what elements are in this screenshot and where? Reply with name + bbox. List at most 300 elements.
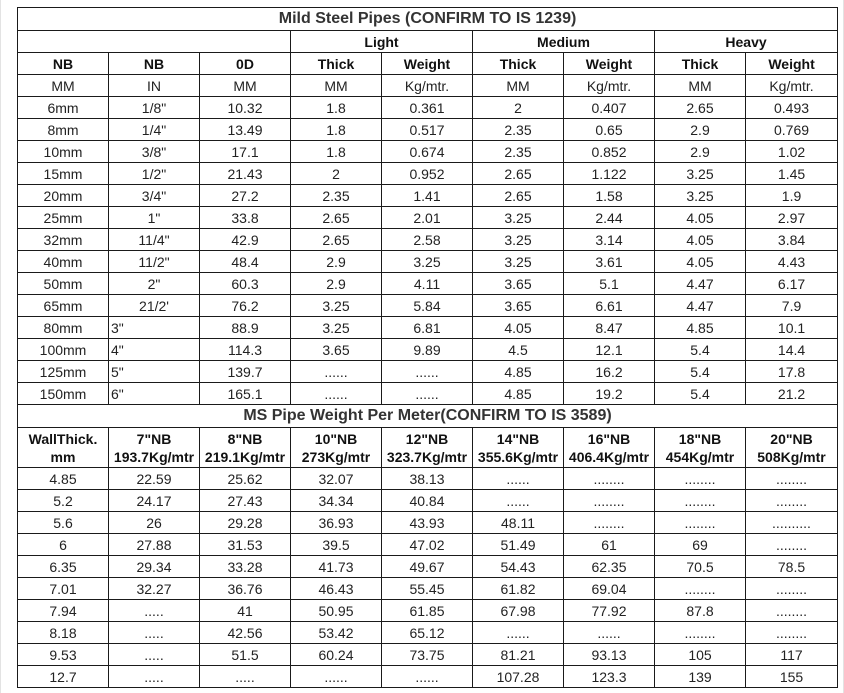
data-cell[interactable]: 0.517 [382, 119, 473, 141]
data-cell[interactable]: ........ [746, 490, 838, 512]
data-cell[interactable]: 11/4" [109, 229, 200, 251]
data-cell[interactable]: 107.28 [473, 666, 564, 688]
data-cell[interactable]: ........ [564, 490, 655, 512]
data-cell[interactable]: 43.93 [382, 512, 473, 534]
data-cell[interactable]: 1.45 [746, 163, 838, 185]
data-cell[interactable]: 1/8" [109, 97, 200, 119]
data-cell[interactable]: 25mm [18, 207, 109, 229]
data-cell[interactable]: ..... [200, 666, 291, 688]
data-cell[interactable]: 5" [109, 361, 200, 383]
table-row [18, 468, 838, 490]
data-cell[interactable]: 4.11 [382, 273, 473, 295]
data-cell[interactable]: ..... [109, 644, 200, 666]
data-cell[interactable]: 3.65 [473, 273, 564, 295]
data-cell[interactable]: 3.25 [291, 295, 382, 317]
data-cell[interactable]: 139.7 [200, 361, 291, 383]
data-cell[interactable]: 2.65 [291, 229, 382, 251]
data-cell[interactable]: 2.9 [655, 119, 746, 141]
data-cell[interactable]: 2.58 [382, 229, 473, 251]
header-line: 20"NB [770, 430, 813, 447]
table-row [18, 141, 838, 163]
data-cell[interactable]: 0.952 [382, 163, 473, 185]
data-cell[interactable]: ........ [655, 622, 746, 644]
data-cell[interactable]: 12.1 [564, 339, 655, 361]
header-line: 7"NB [136, 430, 172, 447]
table-row [18, 119, 838, 141]
data-cell[interactable]: 139 [655, 666, 746, 688]
data-cell[interactable]: 3.84 [746, 229, 838, 251]
data-cell[interactable]: 1.122 [564, 163, 655, 185]
data-cell[interactable]: 5.6 [18, 512, 109, 534]
data-cell[interactable]: 1" [109, 207, 200, 229]
data-cell[interactable]: 53.42 [291, 622, 382, 644]
data-cell[interactable]: 0.361 [382, 97, 473, 119]
column-header[interactable]: NB [18, 53, 109, 75]
data-cell[interactable]: 61.82 [473, 578, 564, 600]
data-cell[interactable]: 32.07 [291, 468, 382, 490]
data-cell[interactable]: ...... [473, 490, 564, 512]
data-cell[interactable]: 27.43 [200, 490, 291, 512]
data-cell[interactable]: 22.59 [109, 468, 200, 490]
header-line: 14"NB [496, 430, 540, 447]
unit-cell[interactable]: IN [109, 75, 200, 97]
data-cell[interactable]: 42.56 [200, 622, 291, 644]
data-cell[interactable]: 4.05 [473, 317, 564, 339]
data-cell[interactable]: 60.3 [200, 273, 291, 295]
data-cell[interactable]: ........ [655, 512, 746, 534]
data-cell[interactable]: 14.4 [746, 339, 838, 361]
data-cell[interactable]: 2 [291, 163, 382, 185]
table-row [18, 578, 838, 600]
table-row [18, 644, 838, 666]
header-unit-line: 406.4Kg/mtr [568, 448, 650, 465]
data-cell[interactable]: 9.53 [18, 644, 109, 666]
data-cell[interactable]: ........ [564, 512, 655, 534]
table-title-row [18, 405, 838, 428]
unit-cell[interactable]: Kg/mtr. [564, 75, 655, 97]
data-cell[interactable]: 41.73 [291, 556, 382, 578]
column-header[interactable]: NB [109, 53, 200, 75]
data-cell[interactable]: 150mm [18, 383, 109, 405]
unit-cell[interactable]: MM [200, 75, 291, 97]
data-cell[interactable]: 87.8 [655, 600, 746, 622]
data-cell[interactable]: 49.67 [382, 556, 473, 578]
header-unit-line: 323.7Kg/mtr [386, 448, 468, 465]
data-cell[interactable]: ...... [382, 383, 473, 405]
table-title[interactable]: MS Pipe Weight Per Meter(CONFIRM TO IS 3589) [18, 405, 838, 428]
group-header-light[interactable]: Light [291, 31, 473, 53]
data-cell[interactable]: 1/4" [109, 119, 200, 141]
mild-steel-pipes-table [17, 7, 838, 405]
unit-cell[interactable]: Kg/mtr. [382, 75, 473, 97]
header-unit-line: mm [50, 448, 76, 465]
data-cell[interactable]: 1/2" [109, 163, 200, 185]
data-cell[interactable]: 2.65 [291, 207, 382, 229]
data-cell[interactable]: 38.13 [382, 468, 473, 490]
data-cell[interactable]: ........ [564, 468, 655, 490]
data-cell[interactable]: 31.53 [200, 534, 291, 556]
data-cell[interactable]: 3.25 [291, 317, 382, 339]
data-cell[interactable]: 3" [109, 317, 200, 339]
data-cell[interactable]: 10.32 [200, 97, 291, 119]
column-header[interactable]: Thick [655, 53, 746, 75]
column-header[interactable] [200, 428, 291, 468]
column-header[interactable] [655, 428, 746, 468]
data-cell[interactable]: 29.28 [200, 512, 291, 534]
header-unit-line: 273Kg/mtr [301, 448, 371, 465]
data-cell[interactable]: 40.84 [382, 490, 473, 512]
data-cell[interactable]: 2" [109, 273, 200, 295]
data-cell[interactable]: 6.35 [18, 556, 109, 578]
data-cell[interactable]: 15mm [18, 163, 109, 185]
group-header-row [18, 31, 838, 53]
data-cell[interactable]: 7.9 [746, 295, 838, 317]
data-cell[interactable]: 4.05 [655, 229, 746, 251]
data-cell[interactable]: 9.89 [382, 339, 473, 361]
data-cell[interactable]: 117 [746, 644, 838, 666]
data-cell[interactable]: 6.61 [564, 295, 655, 317]
unit-cell[interactable]: MM [18, 75, 109, 97]
table-row [18, 339, 838, 361]
data-cell[interactable]: 3.25 [473, 207, 564, 229]
data-cell[interactable]: 54.43 [473, 556, 564, 578]
data-cell[interactable]: 32.27 [109, 578, 200, 600]
data-cell[interactable]: 36.76 [200, 578, 291, 600]
data-cell[interactable]: 0.852 [564, 141, 655, 163]
header-unit-line: 219.1Kg/mtr [204, 448, 286, 465]
data-cell[interactable]: 10.1 [746, 317, 838, 339]
data-cell[interactable]: 4" [109, 339, 200, 361]
data-cell[interactable]: ..... [109, 666, 200, 688]
data-cell[interactable]: 1.02 [746, 141, 838, 163]
data-cell[interactable]: 2.9 [291, 273, 382, 295]
ms-pipe-weight-table [17, 404, 838, 688]
column-header[interactable]: Weight [564, 53, 655, 75]
data-cell[interactable]: 3/8" [109, 141, 200, 163]
unit-cell[interactable]: Kg/mtr. [746, 75, 838, 97]
unit-cell[interactable]: MM [291, 75, 382, 97]
data-cell[interactable]: 3.25 [382, 251, 473, 273]
data-cell[interactable]: 39.5 [291, 534, 382, 556]
table-row [18, 295, 838, 317]
data-cell[interactable]: 2.65 [655, 97, 746, 119]
table-row [18, 534, 838, 556]
column-header-row [18, 53, 838, 75]
data-cell[interactable]: 7.01 [18, 578, 109, 600]
data-cell[interactable]: 62.35 [564, 556, 655, 578]
data-cell[interactable]: 0.769 [746, 119, 838, 141]
data-cell[interactable]: 67.98 [473, 600, 564, 622]
data-cell[interactable]: 8mm [18, 119, 109, 141]
data-cell[interactable]: 4.47 [655, 295, 746, 317]
data-cell[interactable]: 3.65 [291, 339, 382, 361]
data-cell[interactable]: 50.95 [291, 600, 382, 622]
data-cell[interactable]: 4.5 [473, 339, 564, 361]
data-cell[interactable]: 125mm [18, 361, 109, 383]
table-title[interactable]: Mild Steel Pipes (CONFIRM TO IS 1239) [18, 8, 838, 31]
data-cell[interactable]: 88.9 [200, 317, 291, 339]
data-cell[interactable]: 77.92 [564, 600, 655, 622]
data-cell[interactable]: 25.62 [200, 468, 291, 490]
data-cell[interactable]: 5.4 [655, 339, 746, 361]
data-cell[interactable]: 73.75 [382, 644, 473, 666]
unit-row [18, 75, 838, 97]
data-cell[interactable]: 3.25 [473, 251, 564, 273]
data-cell[interactable]: 47.02 [382, 534, 473, 556]
data-cell[interactable]: 2.35 [473, 119, 564, 141]
data-cell[interactable]: 4.85 [473, 361, 564, 383]
table-row [18, 383, 838, 405]
column-header[interactable] [746, 428, 838, 468]
data-cell[interactable]: 8.18 [18, 622, 109, 644]
data-cell[interactable]: 1.8 [291, 141, 382, 163]
blank-cell[interactable] [18, 31, 291, 53]
data-cell[interactable]: 2 [473, 97, 564, 119]
data-cell[interactable]: 46.43 [291, 578, 382, 600]
header-line: 16"NB [587, 430, 631, 447]
data-cell[interactable]: 48.11 [473, 512, 564, 534]
data-cell[interactable]: ...... [564, 622, 655, 644]
data-cell[interactable]: 36.93 [291, 512, 382, 534]
data-cell[interactable]: 155 [746, 666, 838, 688]
data-cell[interactable]: ..... [109, 622, 200, 644]
table-row [18, 317, 838, 339]
data-cell[interactable]: ...... [382, 666, 473, 688]
data-cell[interactable]: 1.9 [746, 185, 838, 207]
table-row [18, 361, 838, 383]
data-cell[interactable]: 2.01 [382, 207, 473, 229]
data-cell[interactable]: 5.84 [382, 295, 473, 317]
header-line: 18"NB [678, 430, 722, 447]
data-cell[interactable]: 69 [655, 534, 746, 556]
data-cell[interactable]: ........ [655, 578, 746, 600]
data-cell[interactable]: 0.65 [564, 119, 655, 141]
data-cell[interactable]: ...... [473, 468, 564, 490]
data-cell[interactable]: 27.88 [109, 534, 200, 556]
data-cell[interactable]: 4.05 [655, 207, 746, 229]
data-cell[interactable]: ...... [291, 666, 382, 688]
data-cell[interactable]: 69.04 [564, 578, 655, 600]
group-header-medium[interactable]: Medium [473, 31, 655, 53]
column-header[interactable] [291, 428, 382, 468]
data-cell[interactable]: ...... [291, 383, 382, 405]
data-cell[interactable]: 20mm [18, 185, 109, 207]
data-cell[interactable]: 81.21 [473, 644, 564, 666]
data-cell[interactable]: 100mm [18, 339, 109, 361]
data-cell[interactable]: 17.1 [200, 141, 291, 163]
data-cell[interactable]: 1.8 [291, 119, 382, 141]
data-cell[interactable]: 6.81 [382, 317, 473, 339]
data-cell[interactable]: 19.2 [564, 383, 655, 405]
data-cell[interactable]: 16.2 [564, 361, 655, 383]
data-cell[interactable]: 4.05 [655, 251, 746, 273]
data-cell[interactable]: 3.65 [473, 295, 564, 317]
data-cell[interactable]: 4.43 [746, 251, 838, 273]
data-cell[interactable]: ........ [746, 600, 838, 622]
data-cell[interactable]: 1.8 [291, 97, 382, 119]
data-cell[interactable]: 3.25 [473, 229, 564, 251]
data-cell[interactable]: 2.65 [473, 163, 564, 185]
data-cell[interactable]: 32mm [18, 229, 109, 251]
data-cell[interactable]: 51.49 [473, 534, 564, 556]
data-cell[interactable]: 165.1 [200, 383, 291, 405]
data-cell[interactable]: 24.17 [109, 490, 200, 512]
data-cell[interactable]: 34.34 [291, 490, 382, 512]
data-cell[interactable]: 21.2 [746, 383, 838, 405]
data-cell[interactable]: 26 [109, 512, 200, 534]
data-cell[interactable]: 123.3 [564, 666, 655, 688]
data-cell[interactable]: 2.35 [473, 141, 564, 163]
data-cell[interactable]: 3.61 [564, 251, 655, 273]
data-cell[interactable]: 2.35 [291, 185, 382, 207]
data-cell[interactable]: 8.47 [564, 317, 655, 339]
data-cell[interactable]: 4.85 [18, 468, 109, 490]
data-cell[interactable]: 78.5 [746, 556, 838, 578]
data-cell[interactable]: 3.25 [655, 163, 746, 185]
table-row [18, 512, 838, 534]
column-header[interactable]: Thick [473, 53, 564, 75]
table-row [18, 229, 838, 251]
table-row [18, 207, 838, 229]
table-row [18, 666, 838, 688]
data-cell[interactable]: 21.43 [200, 163, 291, 185]
data-cell[interactable]: 114.3 [200, 339, 291, 361]
data-cell[interactable]: ...... [291, 361, 382, 383]
data-cell[interactable]: 2.97 [746, 207, 838, 229]
data-cell[interactable]: 0.674 [382, 141, 473, 163]
data-cell[interactable]: ........ [655, 468, 746, 490]
header-unit-line: 454Kg/mtr [665, 448, 735, 465]
data-cell[interactable]: 27.2 [200, 185, 291, 207]
data-cell[interactable]: 76.2 [200, 295, 291, 317]
data-cell[interactable]: 4.85 [473, 383, 564, 405]
data-cell[interactable]: 29.34 [109, 556, 200, 578]
data-cell[interactable]: 60.24 [291, 644, 382, 666]
data-cell[interactable]: 3/4" [109, 185, 200, 207]
data-cell[interactable]: 1.58 [564, 185, 655, 207]
column-header[interactable] [564, 428, 655, 468]
data-cell[interactable]: .......... [746, 512, 838, 534]
column-header[interactable] [109, 428, 200, 468]
data-cell[interactable]: 2.65 [473, 185, 564, 207]
data-cell[interactable]: ...... [382, 361, 473, 383]
data-cell[interactable]: 7.94 [18, 600, 109, 622]
table-row [18, 556, 838, 578]
unit-cell[interactable]: MM [655, 75, 746, 97]
column-gridline [0, 0, 1, 693]
column-header[interactable]: Thick [291, 53, 382, 75]
data-cell[interactable]: 5.4 [655, 361, 746, 383]
data-cell[interactable]: 70.5 [655, 556, 746, 578]
data-cell[interactable]: 3.14 [564, 229, 655, 251]
data-cell[interactable]: 21/2' [109, 295, 200, 317]
data-cell[interactable]: 105 [655, 644, 746, 666]
data-cell[interactable]: 0.407 [564, 97, 655, 119]
data-cell[interactable]: 50mm [18, 273, 109, 295]
data-cell[interactable]: 4.85 [655, 317, 746, 339]
table-row [18, 600, 838, 622]
data-cell[interactable]: 6.17 [746, 273, 838, 295]
data-cell[interactable]: 65mm [18, 295, 109, 317]
header-unit-line: 193.7Kg/mtr [113, 448, 195, 465]
data-cell[interactable]: 11/2" [109, 251, 200, 273]
data-cell[interactable]: ........ [746, 622, 838, 644]
data-cell[interactable]: 0.493 [746, 97, 838, 119]
data-cell[interactable]: 17.8 [746, 361, 838, 383]
header-unit-line: 355.6Kg/mtr [477, 448, 559, 465]
column-header[interactable]: 0D [200, 53, 291, 75]
column-header-row [18, 428, 838, 468]
data-cell[interactable]: 2.44 [564, 207, 655, 229]
data-cell[interactable]: 55.45 [382, 578, 473, 600]
table-row [18, 490, 838, 512]
header-line: 10"NB [314, 430, 358, 447]
table-row [18, 273, 838, 295]
data-cell[interactable]: 1.41 [382, 185, 473, 207]
data-cell[interactable]: 65.12 [382, 622, 473, 644]
data-cell[interactable]: 6" [109, 383, 200, 405]
data-cell[interactable]: 2.9 [655, 141, 746, 163]
data-cell[interactable]: 4.47 [655, 273, 746, 295]
table-row [18, 185, 838, 207]
column-header[interactable]: Weight [382, 53, 473, 75]
header-unit-line: 508Kg/mtr [757, 448, 826, 465]
data-cell[interactable]: 6mm [18, 97, 109, 119]
data-cell[interactable]: 6 [18, 534, 109, 556]
data-cell[interactable]: 33.28 [200, 556, 291, 578]
table-title-row [18, 8, 838, 31]
data-cell[interactable]: ........ [746, 468, 838, 490]
data-cell[interactable]: 42.9 [200, 229, 291, 251]
column-header[interactable] [382, 428, 473, 468]
group-header-heavy[interactable]: Heavy [655, 31, 838, 53]
data-cell[interactable]: 12.7 [18, 666, 109, 688]
table-row [18, 97, 838, 119]
header-line: 8"NB [227, 430, 263, 447]
table-row [18, 622, 838, 644]
data-cell[interactable]: ........ [655, 490, 746, 512]
data-cell[interactable]: ........ [746, 534, 838, 556]
data-cell[interactable]: 40mm [18, 251, 109, 273]
data-cell[interactable]: 61.85 [382, 600, 473, 622]
column-header[interactable] [473, 428, 564, 468]
data-cell[interactable]: 33.8 [200, 207, 291, 229]
data-cell[interactable]: 10mm [18, 141, 109, 163]
data-cell[interactable]: 93.13 [564, 644, 655, 666]
data-cell[interactable]: 80mm [18, 317, 109, 339]
data-cell[interactable]: 41 [200, 600, 291, 622]
unit-cell[interactable]: MM [473, 75, 564, 97]
column-header[interactable] [18, 428, 109, 468]
data-cell[interactable]: 5.2 [18, 490, 109, 512]
data-cell[interactable]: 2.9 [291, 251, 382, 273]
data-cell[interactable]: 13.49 [200, 119, 291, 141]
data-cell[interactable]: 61 [564, 534, 655, 556]
data-cell[interactable]: ...... [473, 622, 564, 644]
column-header[interactable]: Weight [746, 53, 838, 75]
data-cell[interactable]: 3.25 [655, 185, 746, 207]
table-row [18, 163, 838, 185]
data-cell[interactable]: 48.4 [200, 251, 291, 273]
data-cell[interactable]: ........ [746, 578, 838, 600]
data-cell[interactable]: 51.5 [200, 644, 291, 666]
header-line: WallThick. [28, 430, 98, 447]
header-line: 12"NB [405, 430, 449, 447]
data-cell[interactable]: 5.1 [564, 273, 655, 295]
data-cell[interactable]: 5.4 [655, 383, 746, 405]
table-row [18, 251, 838, 273]
data-cell[interactable]: ..... [109, 600, 200, 622]
